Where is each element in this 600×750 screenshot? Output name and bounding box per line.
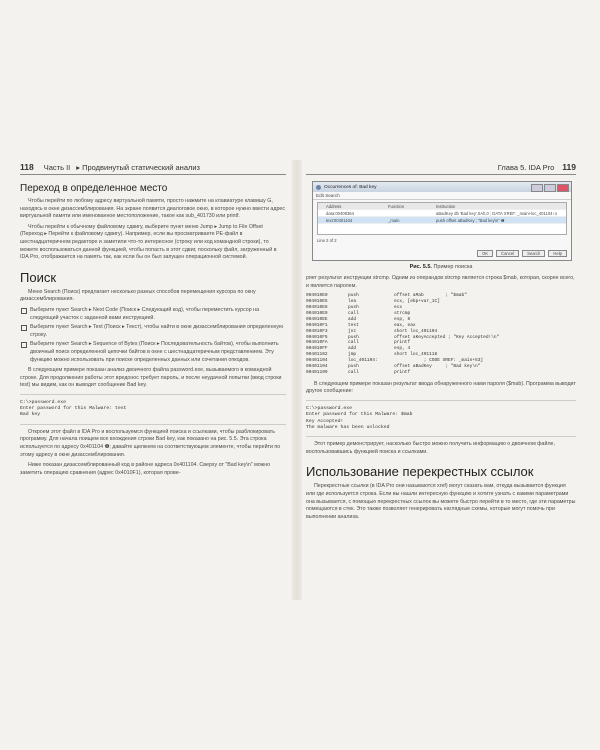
code-text: C:\>password.exe Enter password for this Malware: test Bad key [20, 399, 127, 418]
asm-operand: ecx [394, 305, 403, 310]
checkbox-bullet-icon [21, 325, 27, 331]
code-text: C:\>password.exe Enter password for this Malware: $mab Key Accepted! The malware has been unlocked [306, 406, 413, 430]
asm-address: 004010E8 [306, 305, 328, 310]
section-title-goto: Переход в определенное место [20, 183, 168, 194]
column-header: Function [388, 203, 405, 209]
asm-operand: esp, 8 [394, 316, 411, 322]
cell-instruction: push offset aBadKey ; "Bad key\n" ❶ [436, 217, 505, 223]
asm-address: 00401102 [306, 352, 328, 358]
left-page [20, 160, 286, 600]
asm-operand: printf [394, 369, 411, 375]
asm-address: 004010EE [306, 316, 328, 322]
minimize-icon [531, 184, 543, 192]
table-row [318, 210, 566, 217]
asm-address: 00401104 [306, 364, 328, 370]
asm-operand: esp, 4 [394, 346, 411, 352]
asm-operand: ecx, [ebp+var_1C] [394, 299, 440, 305]
code-listing [20, 394, 286, 425]
asm-mnemonic: jnz [348, 328, 357, 334]
asm-mnemonic: lea [348, 299, 357, 305]
right-page-number: 119 [562, 162, 576, 172]
section-title-xrefs: Использование перекрестных ссылок [306, 464, 534, 480]
list-item-text: Выберите пункт Search ▸ Text (Поиск ▸ Текст), чтобы найти в окне дизассемблирования определенную строку. [30, 324, 284, 338]
ida-search-window-screenshot [312, 181, 572, 261]
right-page [306, 160, 576, 600]
asm-operand: short loc_401104 [394, 328, 438, 334]
asm-mnemonic: jmp [348, 352, 357, 358]
left-running-header [20, 160, 286, 175]
asm-mnemonic: loc_401104: [348, 358, 378, 364]
list-item [20, 324, 286, 339]
asm-address: 004010F1 [306, 322, 328, 328]
checkbox-bullet-icon [21, 308, 27, 314]
asm-operand: strcmp [394, 310, 411, 316]
cell-function: _main [388, 217, 400, 223]
asm-operand: eax, eax [394, 322, 416, 328]
paragraph: В следующем примере показан анализ двоичного файла password.exe, вызываемого в командной строке. Для продолжения работы этот вредонос требует пароль, и после неудачной попытки (ввод строки test) мы видим, как он выводит сообщение Bad key. [20, 367, 282, 389]
ok-button: OK [477, 250, 493, 257]
grid-empty-area [318, 224, 566, 234]
status-line: Line 2 of 2 [317, 238, 337, 243]
asm-operand: ; CODE XREF: _main+53j [394, 358, 484, 364]
search-button: Search [522, 250, 545, 257]
asm-mnemonic: add [348, 316, 357, 322]
dialog-buttons [477, 250, 567, 257]
asm-mnemonic: push [348, 364, 359, 370]
asm-address: 004010F3 [306, 328, 328, 334]
asm-address: 004010E0 [306, 293, 328, 299]
grid-header [318, 203, 566, 210]
asm-address: 004010FA [306, 340, 328, 346]
part-label: Часть II [43, 162, 71, 172]
header-bullet: ▸ [76, 162, 83, 172]
maximize-icon [544, 184, 556, 192]
close-icon [557, 184, 569, 192]
window-title: Occurrences of: Bad key [324, 184, 377, 190]
left-running-title: Продвинутый статический анализ [82, 162, 200, 172]
paragraph: Меню Search (Поиск) предлагает несколько разных способов перемещения курсора по окну дизассемблирования. [20, 288, 256, 303]
paragraph: Чтобы перейти по любому адресу виртуальной памяти, просто нажмите на клавиатуре клавишу G, находясь в окне дизассемблирования. На экране появится диалоговое окно, в которое нужно ввести адрес виртуальной памяти или именованное местоположение, такое как sub_401730 или printf. [20, 198, 285, 220]
app-icon [316, 185, 321, 190]
column-header: Address [326, 203, 342, 209]
asm-line [306, 370, 576, 376]
asm-operand: offset aMab ; "$mab" [394, 293, 467, 299]
code-listing [306, 400, 576, 437]
asm-mnemonic: call [348, 310, 359, 316]
column-header: Instruction [436, 203, 456, 209]
list-item [20, 307, 286, 322]
paragraph: Ниже показан дизассемблированный код в районе адреса 0x401104. Сверху от "Bad key\n" можно заметить операцию сравнения (адрес 0x4010F1), которая прове- [20, 462, 271, 476]
figure-text: Пример поиска [433, 264, 473, 270]
section-title-search: Поиск [20, 269, 57, 285]
left-page-number: 118 [20, 162, 34, 172]
asm-mnemonic: test [348, 322, 359, 328]
asm-address: 00401109 [306, 369, 328, 375]
paragraph: ряет результат инструкции strcmp. Одним из операндов strcmp является строка $mab, которая, скорее всего, и является паролем. [306, 275, 575, 289]
list-item-text: Выберите пункт Search ▸ Sequence of Bytes (Поиск ▸ Последовательность байтов), чтобы выполнить двоичный поиск определенной цепочки байтов в окне с шестнадцатеричным представлением. Эту функцию можно использовать при поиске определенных данных или сочетания опкодов. [30, 341, 279, 363]
cell-address: text:00401104 [326, 217, 353, 223]
asm-address: 004010F5 [306, 334, 328, 340]
asm-mnemonic: push [348, 334, 359, 340]
window-controls [531, 184, 569, 192]
asm-operand: offset aKeyAccepted ; "Key Accepted!\n" [394, 334, 500, 340]
asm-mnemonic: call [348, 340, 359, 346]
asm-mnemonic: add [348, 346, 357, 352]
window-menu: Edit Search [313, 192, 571, 200]
results-grid [317, 202, 567, 235]
checkbox-bullet-icon [21, 342, 27, 348]
figure-caption [306, 264, 576, 270]
asm-address: 00401104 [306, 358, 328, 364]
cancel-button: Cancel [496, 250, 519, 257]
paragraph: Перекрестные ссылки (в IDA Pro они называются xref) могут сказать вам, откуда вызывается функция или где используется строка. Если вы нашли интересную функцию и хотите узнать с какими параметрами она вызывается, с помощью перекрестных ссылок вы можете быстро перейти в то место, где эти параметры помещаются в стек. Это также позволяет генерировать наглядные схемы, которые могут помочь при выполнении анализа. [306, 483, 576, 520]
cell-address: data:00408364 [326, 210, 354, 216]
bullet-list [20, 307, 286, 364]
paragraph: В следующем примере показан результат ввода обнаруженного нами пароля ($mab). Программа выводит другое сообщение: [306, 380, 576, 395]
asm-mnemonic: call [348, 369, 359, 375]
asm-mnemonic: push [348, 305, 359, 310]
paragraph: Этот пример демонстрирует, насколько быстро можно получить информацию о двоичном файле, воспользовавшись функцией поиска и ссылками. [306, 441, 555, 455]
book-gutter [292, 160, 302, 600]
table-row-selected [318, 217, 566, 224]
asm-address: 004010E5 [306, 299, 328, 305]
paragraph: Чтобы перейти к обычному файловому сдвигу, выберите пункт меню Jump ▸ Jump to File Offset (Переход ▸ Перейти к файловому сдвигу). Например, если вы просматриваете PE-файл в шестнадцатеричном редакторе и заметили что-то интересное (строку или код командной строки), то можете воспользоваться данной функцией, чтобы попасть в этот сдвиг, поскольку файл, загруженный в IDA Pro, отображается на память так, как если бы он был запущен операционной системой. [20, 223, 277, 261]
list-item-text: Выберите пункт Search ▸ Next Code (Поиск ▸ Следующий код), чтобы переместить курсор на следующий участок с заданной вами инструкцией. [30, 306, 260, 321]
asm-address: 004010E9 [306, 310, 328, 316]
figure-label: Рис. 5.5. [409, 264, 432, 270]
right-running-header [306, 160, 576, 175]
asm-address: 004010FF [306, 346, 328, 352]
help-button: Help [548, 250, 567, 257]
asm-operand: printf [394, 340, 411, 346]
paragraph: Откроем этот файл в IDA Pro и воспользуемся функцией поиска и ссылками, чтобы разблокировать программу. Для начала поищем все вхождения строки Bad key, как показано на рис. 5.5. Эта строка используется по адресу 0x401104 ❶; давайте щелкнем на соответствующем элементе, чтобы перейти по этому адресу в окне дизассемблирования. [20, 428, 281, 458]
asm-mnemonic: push [348, 293, 359, 299]
right-running-title: Глава 5. IDA Pro [497, 162, 555, 172]
list-item [20, 341, 286, 364]
asm-operand: offset aBadKey ; "Bad key\n" [394, 364, 481, 370]
cell-instruction: aBadKey db 'Bad key',0Ah,0 ; DATA XREF: _main+loc_401104↑o [436, 210, 557, 216]
asm-operand: short loc_401118 [394, 352, 438, 358]
disassembly-listing [306, 293, 576, 376]
